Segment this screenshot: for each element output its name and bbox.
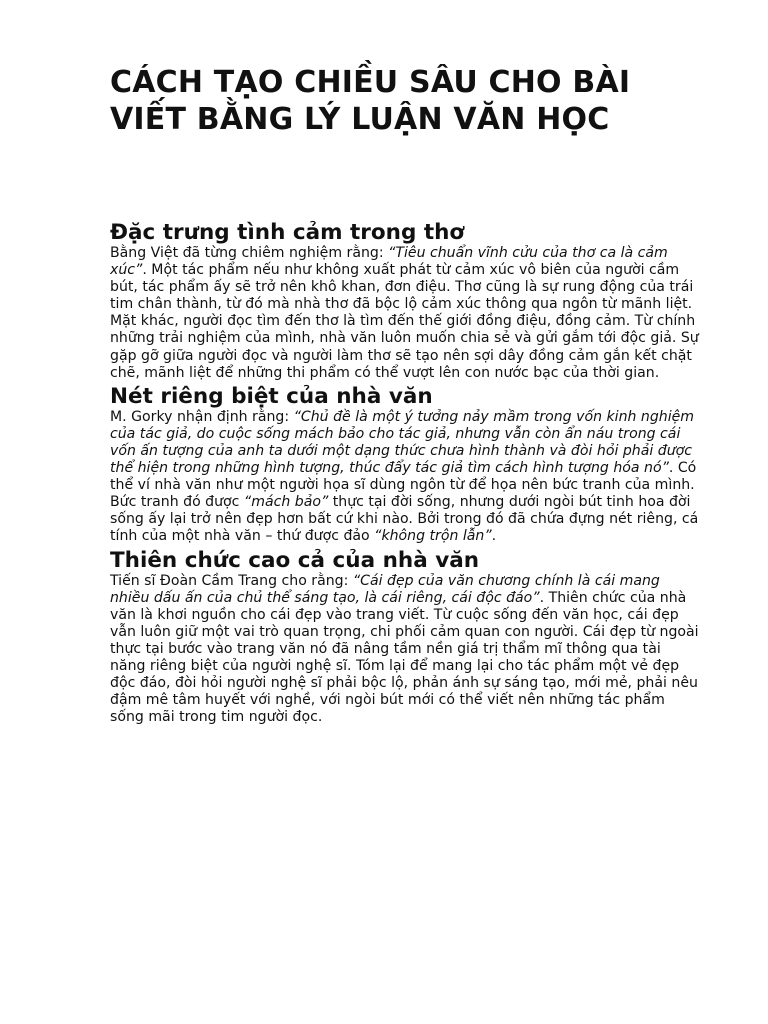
paragraph-quote: “Cái đẹp của văn chương chính là cái mang nhiều dấu ấn của chủ thể sáng tạo, là cái riêng, cái độc đáo” xyxy=(110,572,660,606)
section-heading: Đặc trưng tình cảm trong thơ xyxy=(110,220,465,245)
paragraph-quote: “Chủ đề là một ý tưởng nảy mầm trong vốn kinh nghiệm của tác giả, do cuộc sống mách bảo cho tác giả, nhưng vẫn còn ẩn náu trong cái vốn ấn tượng của anh ta dưới một dạng thức chưa hình thành và đòi hỏi phải được thể hiện trong những hình tượng, thúc đẩy tác giả tìm cách hình tượng hóa nó” xyxy=(110,408,695,477)
section-paragraph xyxy=(110,409,700,546)
paragraph-intro: Tiến sĩ Đoàn Cầm Trang cho rằng: xyxy=(110,572,353,589)
paragraph-text: . Thiên chức của nhà văn là khơi nguồn cho cái đẹp vào trang viết. Từ cuộc sống đến văn học, cái đẹp vẫn luôn giữ một vai trò quan trọng, chi phối cảm quan con người. Cái đẹp từ ngoài thực tại bước vào trang văn nó đã nâng tầm nền giá trị thẩm mĩ thông qua tài năng riêng biệt của người nghệ sĩ. Tóm lại để mang lại cho tác phẩm một vẻ đẹp độc đáo, đòi hỏi người nghệ sĩ phải bộc lộ, phản ánh sự sáng tạo, mới mẻ, phải nêu đậm mê tâm huyết với nghề, với ngòi bút mới có thể viết nên những tác phẩm sống mãi trong tim người đọc. xyxy=(110,589,699,726)
section-paragraph xyxy=(110,245,700,382)
paragraph-quote: “không trộn lẫn” xyxy=(374,528,492,545)
document-title: CÁCH TẠO CHIỀU SÂU CHO BÀI VIẾT BẰNG LÝ LUẬN VĂN HỌC xyxy=(110,65,631,137)
section-heading: Thiên chức cao cả của nhà văn xyxy=(110,547,480,573)
paragraph-text: thực tại đời sống, nhưng dưới ngòi bút tinh hoa đời sống ấy lại trở nên đẹp hơn bất cứ khi nào. Bởi trong đó đã chứa đựng nét riêng, cá tính của một nhà văn – thứ được đảo xyxy=(110,494,699,545)
section-heading: Nét riêng biệt của nhà văn xyxy=(110,383,433,409)
paragraph-text: . xyxy=(491,528,497,545)
paragraph-intro: Bằng Việt đã từng chiêm nghiệm rằng: xyxy=(110,245,389,261)
paragraph-quote: “Tiêu chuẩn vĩnh cửu của thơ ca là cảm xúc” xyxy=(110,245,668,279)
section-writer-mission xyxy=(110,548,700,727)
paragraph-text: . Một tác phẩm nếu như không xuất phát từ cảm xúc vô biên của người cầm bút, tác phẩm ấy sẽ trở nên khô khan, đơn điệu. Thơ cũng là sự rung động của trái tim chân thành, từ đó mà nhà thơ đã bộc lộ cảm xúc thông qua ngôn từ mãnh liệt. Mặt khác, người đọc tìm đến thơ là tìm đến thế giới đồng điệu, đồng cảm. Từ chính những trải nghiệm của mình, nhà văn luôn muốn chia sẻ và gửi gắm tới độc giả. Sự gặp gỡ giữa người đọc và người làm thơ sẽ tạo nên sợi dây đồng cảm gắn kết chặt chẽ, mãnh liệt để những thi phẩm có thể vượt lên con nước bạc của thời gian. xyxy=(110,262,699,381)
section-writer-individuality xyxy=(110,384,700,546)
section-emotion-in-poetry xyxy=(110,220,700,382)
paragraph-intro: M. Gorky nhận định rằng: xyxy=(110,408,294,425)
document-page xyxy=(110,64,700,726)
paragraph-text: . Có thể ví nhà văn như một người họa sĩ dùng ngôn từ để họa nên bức tranh của mình. Bức tranh đó được xyxy=(110,460,697,511)
paragraph-quote: “mách bảo” xyxy=(243,494,329,511)
section-paragraph xyxy=(110,573,700,727)
